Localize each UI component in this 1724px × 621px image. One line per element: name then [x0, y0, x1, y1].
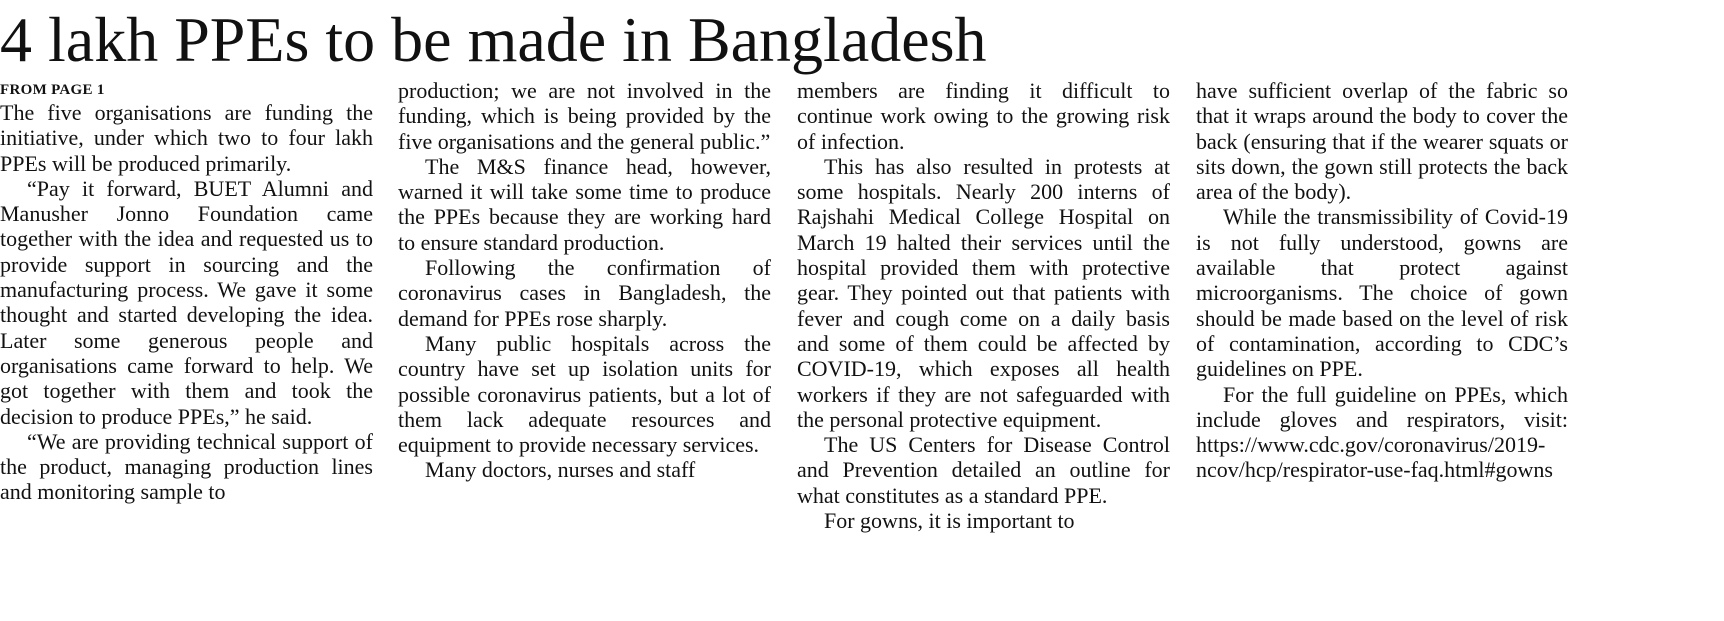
paragraph: members are finding it difficult to continue work owing to the growing risk of infection. [797, 78, 1170, 154]
paragraph: The US Centers for Disease Control and Prevention detailed an outline for what constitutes as a standard PPE. [797, 432, 1170, 508]
paragraph: The five organisations are funding the initiative, under which two to four lakh PPEs will be produced primarily. [0, 100, 373, 176]
paragraph: While the transmissibility of Covid-19 is not fully understood, gowns are available that protect against microorganisms. The choice of gown should be made based on the level of risk of contamination, according to CDC’s guidelines on PPE. [1196, 204, 1568, 382]
article-column-3 [797, 78, 1170, 618]
paragraph: production; we are not involved in the funding, which is being provided by the five organisations and the general public.” [398, 78, 771, 154]
paragraph: Many public hospitals across the country have set up isolation units for possible coronavirus patients, but a lot of them lack adequate resources and equipment to provide necessary services. [398, 330, 771, 458]
paragraph: Many doctors, nurses and staff [425, 457, 696, 483]
paragraph: “Pay it forward, BUET Alumni and Manusher Jonno Foundation came together with the idea and requested us to provide support in sourcing and the manufacturing process. We gave it some thought and started developing the idea. Later some generous people and organisations came forward to help. We got together with them and took the decision to produce PPEs,” he said. [0, 175, 373, 429]
paragraph: The M&S finance head, however, warned it will take some time to produce the PPEs because they are working hard to ensure standard production. [398, 153, 771, 255]
paragraph: have sufficient overlap of the fabric so that it wraps around the body to cover the back (ensuring that if the wearer squats or sits down, the gown still protects the back area of the body). [1196, 78, 1568, 205]
article-column-4 [1196, 78, 1568, 618]
paragraph: “We are providing technical support of the product, managing production lines and monitoring sample to [0, 428, 373, 505]
article-column-2 [398, 78, 771, 618]
paragraph: Following the confirmation of coronavirus cases in Bangladesh, the demand for PPEs rose sharply. [398, 255, 771, 331]
article-column-1 [0, 78, 373, 618]
paragraph: This has also resulted in protests at some hospitals. Nearly 200 interns of Rajshahi Medical College Hospital on March 19 halted their services until the hospital provided them with protective gear. They pointed out that patients with fever and cough come on a daily basis and some of them could be affected by COVID-19, which exposes all health workers if they are not safeguarded with the personal protective equipment. [797, 153, 1170, 432]
continued-from-label: FROM PAGE 1 [0, 82, 105, 98]
paragraph: For gowns, it is important to [824, 508, 1075, 534]
headline: 4 lakh PPEs to be made in Bangladesh [0, 4, 987, 75]
paragraph: For the full guideline on PPEs, which include gloves and respirators, visit: https://www.cdc.gov/coronavirus/2019-ncov/hcp/respirator-use-faq.html#gowns [1196, 381, 1568, 483]
